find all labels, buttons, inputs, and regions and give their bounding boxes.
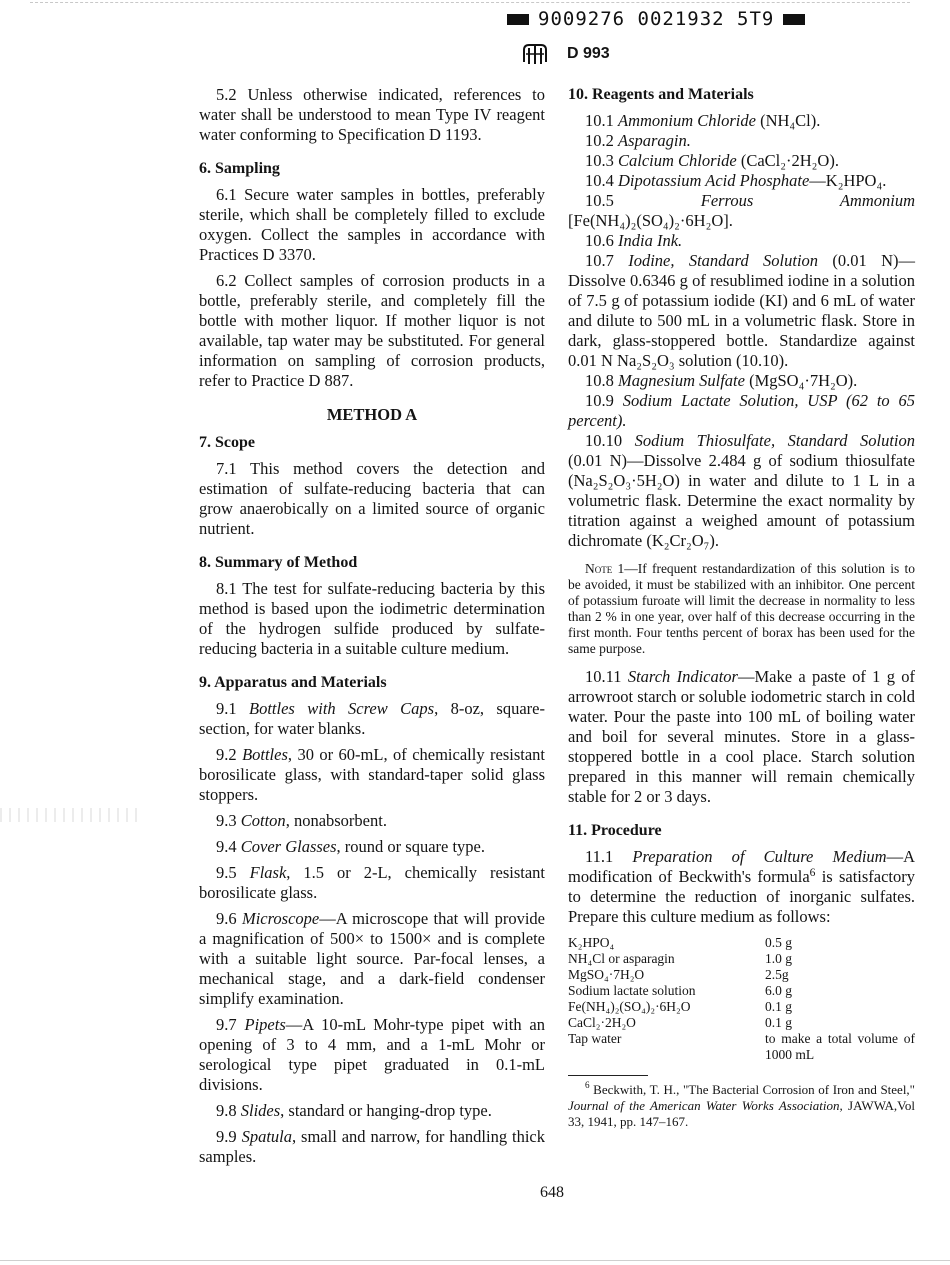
para-6-1: 6.1 Secure water samples in bottles, preferably sterile, which shall be completely filled to exclude oxygen. Collect the samples in accordance with Practices D 3370. <box>199 185 545 264</box>
right-column <box>568 85 915 1130</box>
table-row: K₂HPO₄ 0.5 g <box>568 935 792 950</box>
note-text: —If frequent restandardization of this solution is to be avoided, it must be stabilized with an inhibitor. One percent of potassium furoate will limit the decrease in normality to less than 2 % in one year, over half of this decrease occurring in the first month. Four tenths percent of borax has been used for the same purpose. <box>568 561 916 656</box>
bottom-border <box>0 1260 950 1261</box>
culture-medium-table <box>568 935 915 1063</box>
reagent-10-6: 10.6 India Ink. <box>585 231 683 250</box>
footnote-ref: 6 <box>809 867 816 879</box>
footnote-6: $^6$ Beckwith, T. H., "The Bacterial Corrosion of Iron and Steel," Journal of the American Water Works Association, JAWWA,Vol 33, 1941, pp. 147–167. <box>568 1080 915 1129</box>
table-row: Sodium lactate solution 6.0 g <box>568 983 792 998</box>
heading-apparatus: 9. Apparatus and Materials <box>199 674 387 691</box>
table-row: NH₄Cl or asparagin 1.0 g <box>568 951 792 966</box>
apparatus-list <box>199 699 545 1167</box>
heading-procedure: 11. Procedure <box>568 822 662 839</box>
note-label: Note 1 <box>585 561 625 576</box>
note-1 <box>568 561 915 657</box>
reagent-10-11: 10.11 Starch Indicator—Make a paste of 1 g of arrowroot starch or soluble iodometric starch in cold water. Pour the paste into 100 mL of boiling water and boil for several minutes. Store in a glass-stoppered bottle in a cool place. Starch solution prepared in this manner will remain chemically stable for 2 or 3 days. <box>568 667 916 806</box>
list-item: 9.3 Cotton, nonabsorbent. <box>216 811 387 830</box>
method-heading: METHOD A <box>326 405 418 424</box>
para-11-1: 11.1 Preparation of Culture Medium—A modification of Beckwith's formula$^6$ is satisfactory to determine the reduction of inorganic sulfates. Prepare this culture medium as follows: <box>568 847 916 926</box>
astm-logo-icon <box>521 42 549 66</box>
heading-sampling: 6. Sampling <box>199 160 280 177</box>
reagent-10-4: 10.4 Dipotassium Acid Phosphate—K₂HPO₄. <box>585 171 887 190</box>
list-item: 9.8 Slides, standard or hanging-drop type. <box>216 1101 492 1120</box>
top-border <box>30 2 910 3</box>
heading-scope: 7. Scope <box>199 434 255 451</box>
list-item: 9.5 Flask, 1.5 or 2-L, chemically resistant borosilicate glass. <box>199 863 546 902</box>
barcode-block-right <box>783 14 805 25</box>
para-5-2: 5.2 Unless otherwise indicated, references to water shall be understood to mean Type IV reagent water conforming to Specification D 1193. <box>199 85 545 144</box>
scan-artifact <box>0 808 140 822</box>
barcode-number: 9009276 0021932 5T9 <box>538 8 775 30</box>
left-column <box>199 85 545 1167</box>
reagent-10-1: 10.1 Ammonium Chloride (NH₄Cl). <box>585 111 821 130</box>
table-row: Tap water to make a total volume of 1000 mL <box>568 1031 915 1062</box>
para-7-1: 7.1 This method covers the detection and estimation of sulfate-reducing bacteria that can grow anaerobically on a limited source of organic nutrient. <box>199 459 545 538</box>
table-row: CaCl₂·2H₂O 0.1 g <box>568 1015 792 1030</box>
reagent-10-3: 10.3 Calcium Chloride (CaCl₂·2H₂O). <box>585 151 839 170</box>
footnote-rule <box>568 1075 648 1076</box>
list-item: 9.2 Bottles, 30 or 60-mL, of chemically resistant borosilicate glass, with standard-taper solid glass stoppers. <box>199 745 546 804</box>
standard-designation: D 993 <box>567 45 610 62</box>
table-row: Fe(NH₄)₂(SO₄)₂·6H₂O 0.1 g <box>568 999 792 1014</box>
list-item: 9.4 Cover Glasses, round or square type. <box>216 837 486 856</box>
heading-reagents: 10. Reagents and Materials <box>568 86 754 103</box>
reagent-10-9: 10.9 Sodium Lactate Solution, USP (62 to 65 percent). <box>568 391 915 430</box>
para-6-2: 6.2 Collect samples of corrosion products in a bottle, preferably sterile, and completely fill the bottle with mother liquor. If mother liquor is not available, tap water may be substituted. For general information on sampling of corrosion products, refer to Practice D 887. <box>199 271 545 390</box>
table-row: MgSO₄·7H₂O 2.5g <box>568 967 789 982</box>
heading-summary: 8. Summary of Method <box>199 554 358 571</box>
list-item: 9.7 Pipets—A 10-mL Mohr-type pipet with an opening of 3 to 4 mm, and a 1-mL Mohr or serological type pipet graduated in 0.1-mL divisions. <box>199 1015 545 1094</box>
reagent-10-5: 10.5 Ferrous Ammonium [Fe(NH₄)₂(SO₄)₂·6H₂O]. <box>568 191 916 230</box>
page-header <box>521 42 610 66</box>
list-item: 9.1 Bottles with Screw Caps, 8-oz, square-section, for water blanks. <box>199 699 545 738</box>
barcode <box>507 8 805 30</box>
list-item: 9.6 Microscope—A microscope that will provide a magnification of 500× to 1500× and is complete with a suitable light source. Par-focal lenses, a mechanical stage, and a dark-field condenser simplify examination. <box>199 909 545 1008</box>
barcode-block-left <box>507 14 529 25</box>
reagent-10-8: 10.8 Magnesium Sulfate (MgSO₄·7H₂O). <box>585 371 858 390</box>
reagent-10-2: 10.2 Asparagin. <box>585 131 691 150</box>
reagent-10-7: 10.7 Iodine, Standard Solution (0.01 N)—Dissolve 0.6346 g of resublimed iodine in a solution of 7.5 g of potassium iodide (KI) and 6 mL of water and dilute to 500 mL in a volumetric flask. Store in dark, glass-stoppered bottle. Standardize against 0.01 N Na₂S₂O₃ solution (10.10). <box>568 251 916 370</box>
reagent-10-10: 10.10 Sodium Thiosulfate, Standard Solution (0.01 N)—Dissolve 2.484 g of sodium thiosulfate (Na₂S₂O₃·5H₂O) in water and dilute to 1 L in a volumetric flask. Determine the exact normality by titration against a weighed amount of potassium dichromate (K₂Cr₂O₇). <box>568 431 916 550</box>
list-item: 9.9 Spatula, small and narrow, for handling thick samples. <box>199 1127 546 1166</box>
page-number: 648 <box>540 1184 564 1201</box>
para-8-1: 8.1 The test for sulfate-reducing bacteria by this method is based upon the iodimetric determination of the hydrogen sulfide produced by sulfate-reducing bacteria in a suitable culture medium. <box>199 579 545 658</box>
